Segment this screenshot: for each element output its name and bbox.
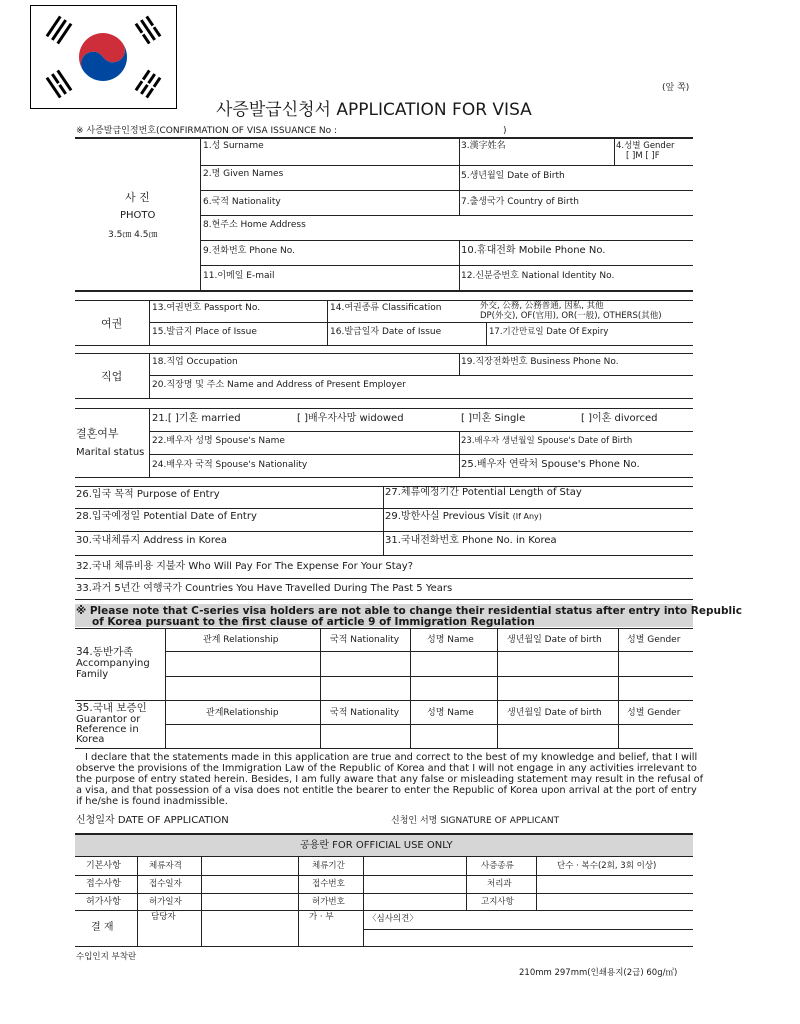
application-date-field[interactable]: 신청일자 DATE OF APPLICATION bbox=[76, 815, 229, 826]
home-address-field[interactable]: 8.현주소 Home Address bbox=[203, 220, 306, 230]
guarantor-col-relationship: 관계Relationship bbox=[206, 708, 279, 718]
divider bbox=[75, 353, 693, 354]
entry-date-field[interactable]: 28.입국예정일 Potential Date of Entry bbox=[76, 511, 257, 522]
official-r4c2: 담당자 bbox=[151, 912, 176, 922]
divider bbox=[75, 345, 693, 346]
phone-field[interactable]: 9.전화번호 Phone No. bbox=[203, 246, 295, 256]
paper-spec: 210mm 297mm(인쇄용지(2급) 60g/㎡) bbox=[519, 968, 678, 978]
single-checkbox[interactable]: [ ]미혼 Single bbox=[461, 413, 526, 424]
declaration-line-3: the purpose of entry stated herein. Besides, I am fully aware that any false or misleading statement may result in the refusal of bbox=[76, 774, 704, 785]
divider bbox=[200, 265, 693, 266]
divider bbox=[165, 628, 166, 748]
photo-size: 3.5㎝ 4.5㎝ bbox=[108, 230, 158, 240]
widowed-checkbox[interactable]: [ ]배우자사망 widowed bbox=[297, 413, 404, 424]
passport-number-field[interactable]: 13.여권번호 Passport No. bbox=[152, 303, 261, 313]
divider bbox=[200, 165, 693, 166]
page-side: (앞 쪽) bbox=[662, 83, 690, 93]
guarantor-col-dob: 생년월일 Date of birth bbox=[507, 708, 602, 718]
date-of-expiry-field[interactable]: 17.기간만료일 Date Of Expiry bbox=[489, 327, 609, 337]
payer-field[interactable]: 32.국내 체류비용 지불자 Who Will Pay For The Expense For Your Stay? bbox=[76, 561, 414, 572]
official-r1c4: 사증종류 bbox=[481, 861, 514, 871]
companions-col-name: 성명 Name bbox=[427, 635, 474, 645]
divider bbox=[383, 486, 384, 555]
divider bbox=[75, 856, 693, 857]
divider bbox=[614, 137, 615, 165]
divider bbox=[320, 628, 321, 748]
korean-flag bbox=[30, 5, 177, 109]
divider bbox=[75, 477, 693, 478]
divider bbox=[486, 322, 487, 345]
divider bbox=[459, 240, 460, 290]
divider bbox=[75, 893, 693, 894]
given-names-field[interactable]: 2.명 Given Names bbox=[203, 169, 284, 179]
email-field[interactable]: 11.이메일 E-mail bbox=[203, 271, 275, 281]
divider bbox=[149, 454, 693, 455]
declaration-line-4: a visa, and that possession of a visa does not entitle the bearer to enter the Republic of Korea upon arrival at the port of entry bbox=[76, 785, 697, 796]
employer-field[interactable]: 20.직장명 및 주소 Name and Address of Present Employer bbox=[152, 380, 406, 390]
divider bbox=[75, 408, 693, 409]
divider bbox=[201, 856, 202, 946]
married-checkbox[interactable]: 21.[ ]기혼 married bbox=[152, 413, 241, 424]
divider bbox=[75, 748, 693, 749]
declaration-line-1: I declare that the statements made in this application are true and correct to the best of my knowledge and belief, that I will bbox=[85, 752, 698, 763]
official-r3c1: 허가사항 bbox=[86, 897, 121, 907]
occupation-field[interactable]: 18.직업 Occupation bbox=[152, 357, 238, 367]
official-r1c5: 단수 · 복수(2회, 3회 이상) bbox=[557, 861, 657, 871]
spouse-dob-field[interactable]: 23.배우자 생년월일 Spouse's Date of Birth bbox=[461, 436, 633, 446]
divorced-checkbox[interactable]: [ ]이혼 divorced bbox=[581, 413, 658, 424]
companions-label-kr: 34.동반가족 bbox=[76, 646, 134, 658]
divider bbox=[75, 137, 693, 139]
guarantor-col-gender: 성별 Gender bbox=[627, 708, 681, 718]
previous-visit-field[interactable] bbox=[385, 511, 542, 523]
previous-visit-label: 29.방한사실 Previous Visit bbox=[385, 511, 510, 522]
divider bbox=[149, 375, 693, 376]
divider bbox=[75, 946, 693, 947]
hanja-name-field[interactable]: 3.漢字姓名 bbox=[461, 141, 506, 151]
divider bbox=[200, 240, 693, 241]
divider bbox=[363, 856, 364, 946]
nationality-field[interactable]: 6.국적 Nationality bbox=[203, 197, 281, 207]
divider bbox=[410, 628, 411, 748]
purpose-of-entry-field[interactable]: 26.입국 목적 Purpose of Entry bbox=[76, 489, 220, 500]
divider bbox=[75, 700, 693, 701]
guarantor-col-name: 성명 Name bbox=[427, 708, 474, 718]
taegukgi-icon bbox=[31, 6, 176, 108]
official-r3c3: 허가번호 bbox=[312, 897, 345, 907]
divider bbox=[618, 628, 619, 748]
form-title: 사증발급신청서 APPLICATION FOR VISA bbox=[216, 100, 532, 120]
divider bbox=[75, 486, 693, 487]
divider bbox=[165, 676, 693, 677]
country-of-birth-field[interactable]: 7.출생국가 Country of Birth bbox=[461, 197, 579, 207]
official-r1c2: 체류자격 bbox=[149, 861, 182, 871]
official-r4c3: 가 · 부 bbox=[309, 912, 334, 922]
official-r2c1: 접수사항 bbox=[86, 879, 121, 889]
mobile-field[interactable]: 10.휴대전화 Mobile Phone No. bbox=[461, 245, 606, 256]
guarantor-label-en3: Korea bbox=[76, 734, 105, 745]
official-r4c4: 〈심사의견〉 bbox=[368, 914, 418, 924]
length-of-stay-field[interactable]: 27.체류예정기간 Potential Length of Stay bbox=[385, 487, 582, 498]
date-of-issue-field[interactable]: 16.발급일자 Date of Issue bbox=[330, 327, 442, 337]
official-r3c4: 고지사항 bbox=[481, 897, 514, 907]
photo-label-en: PHOTO bbox=[120, 210, 156, 221]
official-r1c1: 기본사항 bbox=[86, 861, 121, 871]
companions-label-en1: Accompanying bbox=[76, 658, 150, 669]
confirmation-label: ※ 사증발급인정번호(CONFIRMATION OF VISA ISSUANCE No : bbox=[76, 126, 338, 136]
passport-classification-field[interactable]: 14.여권종류 Classification bbox=[330, 303, 442, 313]
job-label: 직업 bbox=[101, 370, 123, 383]
photo-label-kr: 사 진 bbox=[125, 191, 150, 204]
divider bbox=[165, 724, 693, 725]
notice-line-2: of Korea pursuant to the first clause of article 9 of Immigration Regulation bbox=[92, 616, 535, 628]
gender-options[interactable]: [ ]M [ ]F bbox=[626, 151, 660, 161]
divider bbox=[75, 531, 693, 532]
divider bbox=[149, 353, 150, 398]
companions-col-dob: 생년월일 Date of birth bbox=[507, 635, 602, 645]
address-korea-field[interactable]: 30.국내체류지 Address in Korea bbox=[76, 535, 228, 546]
gender-field[interactable]: 4.성별 Gender bbox=[616, 141, 675, 151]
companions-col-gender: 성별 Gender bbox=[627, 635, 681, 645]
divider bbox=[327, 300, 328, 345]
dob-field[interactable]: 5.생년월일 Date of Birth bbox=[461, 171, 565, 181]
national-id-field[interactable]: 12.신분증번호 National Identity No. bbox=[461, 271, 615, 281]
divider bbox=[149, 431, 693, 432]
divider bbox=[363, 929, 693, 930]
guarantor-label-kr: 35.국내 보증인 bbox=[76, 702, 147, 714]
official-r3c2: 허가일자 bbox=[149, 897, 182, 907]
spouse-nationality-field[interactable]: 24.배우자 국적 Spouse's Nationality bbox=[152, 460, 308, 470]
divider bbox=[459, 431, 460, 477]
business-phone-field[interactable]: 19.직장전화번호 Business Phone No. bbox=[461, 357, 619, 367]
divider bbox=[200, 190, 693, 191]
passport-label: 여권 bbox=[101, 317, 123, 330]
official-r2c3: 접수번호 bbox=[312, 879, 345, 889]
divider bbox=[75, 628, 693, 629]
divider bbox=[137, 856, 138, 946]
declaration-line-2: observe the provisions of the Immigration Law of the Republic of Korea and that I will not engage in any activities irrelevant to bbox=[76, 763, 697, 774]
guarantor-col-nationality: 국적 Nationality bbox=[330, 708, 400, 718]
divider bbox=[75, 508, 693, 509]
confirmation-close: ) bbox=[503, 126, 507, 136]
divider bbox=[75, 599, 693, 600]
official-r2c4: 처리과 bbox=[487, 879, 512, 889]
companions-col-nationality: 국적 Nationality bbox=[330, 635, 400, 645]
official-r4c1: 결 재 bbox=[91, 922, 114, 933]
declaration-line-5: if he/she is found inadmissible. bbox=[76, 796, 228, 807]
official-use-title: 공용란 FOR OFFICIAL USE ONLY bbox=[300, 840, 453, 851]
spouse-phone-field[interactable]: 25.배우자 연락처 Spouse's Phone No. bbox=[461, 459, 640, 470]
divider bbox=[75, 290, 693, 292]
divider bbox=[466, 856, 467, 910]
official-r1c3: 체류기간 bbox=[312, 861, 345, 871]
phone-korea-field[interactable]: 31.국내전화번호 Phone No. in Korea bbox=[385, 535, 557, 546]
signature-field[interactable]: 신청인 서명 SIGNATURE OF APPLICANT bbox=[391, 816, 560, 826]
stamp-label: 수입인지 부착란 bbox=[76, 952, 137, 962]
notice-line-1: ※ Please note that C-series visa holders are not able to change their residential status after entry into Republic bbox=[76, 605, 742, 617]
divider bbox=[200, 137, 201, 290]
divider bbox=[149, 322, 693, 323]
divider bbox=[149, 408, 150, 477]
divider bbox=[75, 875, 693, 876]
divider bbox=[298, 856, 299, 946]
classification-options-kr: 外交, 公務, 公務普通, 因私, 其他 bbox=[480, 301, 604, 311]
marital-label-en: Marital status bbox=[76, 447, 145, 458]
companions-col-relationship: 관계 Relationship bbox=[203, 635, 279, 645]
place-of-issue-field[interactable]: 15.발급지 Place of Issue bbox=[152, 327, 257, 337]
divider bbox=[165, 651, 693, 652]
official-r2c2: 접수일자 bbox=[149, 879, 182, 889]
classification-options-en: DP(外交), OF(官用), OR(一般), OTHERS(其他) bbox=[480, 311, 662, 321]
divider bbox=[75, 398, 693, 399]
divider bbox=[75, 555, 693, 556]
divider bbox=[497, 628, 498, 748]
divider bbox=[536, 856, 537, 910]
spouse-name-field[interactable]: 22.배우자 성명 Spouse's Name bbox=[152, 436, 285, 446]
divider bbox=[149, 300, 150, 345]
marital-label-kr: 결혼여부 bbox=[76, 427, 119, 440]
guarantor-label-en1: Guarantor or bbox=[76, 714, 141, 725]
guarantor-label-en2: Reference in bbox=[76, 724, 139, 735]
previous-visit-note: (If Any) bbox=[512, 512, 542, 521]
countries-visited-field[interactable]: 33.과거 5년간 여행국가 Countries You Have Travelled During The Past 5 Years bbox=[76, 583, 453, 594]
divider bbox=[459, 137, 460, 215]
surname-field[interactable]: 1.성 Surname bbox=[203, 141, 264, 151]
divider bbox=[75, 578, 693, 579]
divider bbox=[200, 215, 693, 216]
companions-label-en2: Family bbox=[76, 669, 109, 680]
divider bbox=[459, 353, 460, 375]
